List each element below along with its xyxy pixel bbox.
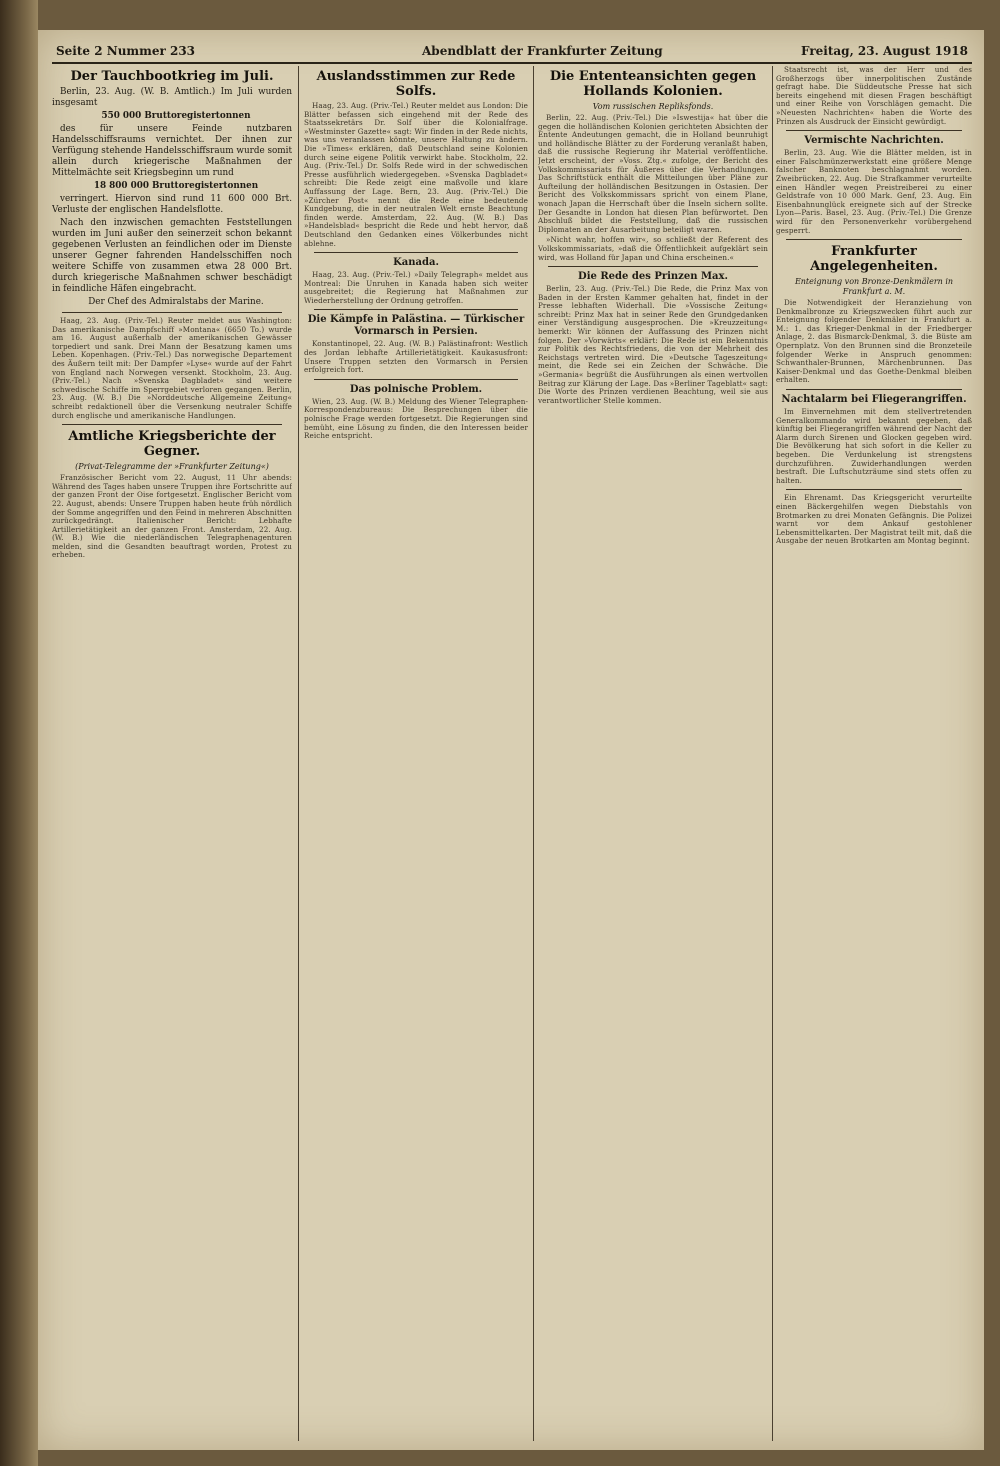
section-title: Amtliche Kriegsberichte der Gegner.: [68, 429, 276, 460]
article-body: Konstantinopel, 22. Aug. (W. B.) Palästinafront: Westlich des Jordan lebhafte Artillerietätigkeit. Kaukasusfront: Unsere Truppen setzten den Vormarsch in Persien erfolgreich fort.: [304, 339, 528, 375]
section-title: Die Rede des Prinzen Max.: [578, 271, 728, 283]
section-title: Nachtalarm bei Fliegerangriffen.: [781, 394, 967, 406]
masthead: [52, 40, 972, 64]
notice: Ein Ehrenamt. Das Kriegsgericht verurteilte einen Bäckergehilfen wegen Diebstahls von Brotmarken zu drei Monaten Gefängnis. Die Polizei warnt vor dem Ankauf gestohlener Lebensmittelkarten. Der Magistrat teilt mit, daß die Ausgabe der neuen Brotkarten am Montag beginnt.: [776, 493, 972, 546]
divider: [62, 424, 282, 425]
divider: [786, 389, 962, 390]
divider: [786, 489, 962, 490]
tonnage-figure: 550 000 Bruttoregistertonnen: [101, 111, 251, 121]
article-body: Haag, 23. Aug. (Priv.-Tel.) Reuter meldet aus London: Die Blätter befassen sich eingehend mit der Rede des Staatssekretärs Dr. Solf über die Kolonialfrage. »Westminster Gazette« sagt: Wir finden in der Rede nichts, was uns veranlassen könnte, unsere Haltung zu ändern. Die »Times« erklären, daß Deutschland seine Kolonien durch seine eigene Politik verwirkt habe. Stockholm, 22. Aug. (Priv.-Tel.) Dr. Solfs Rede wird in der schwedischen Presse ausführlich wiedergegeben. »Svenska Dagbladet« schreibt: Die Rede zeigt eine maßvolle und klare Auffassung der Lage. Bern, 23. Aug. (Priv.-Tel.) Die »Zürcher Post« nennt die Rede eine bedeutende Kundgebung, die in der neutralen Welt ernste Beachtung finden werde. Amsterdam, 22. Aug. (W. B.) Das »Handelsblad« bespricht die Rede und hebt hervor, daß Deutschland den Gedanken eines Völkerbundes nicht ablehne.: [304, 101, 528, 248]
article-body: Staatsrecht ist, was der Herr und des Großherzogs über innerpolitischen Zustände gefragt habe. Die Süddeutsche Presse hat sich bereits eingehend mit diesen Fragen beschäftigt und einer Reihe von Vorschlägen gemacht. Die »Neuesten Nachrichten« haben die Worte des Prinzen als Ausdruck der Einsicht gewürdigt.: [776, 66, 972, 126]
newspaper-title: Abendblatt der Frankfurter Zeitung: [422, 44, 663, 58]
page-number: Seite 2 Nummer 233: [56, 44, 196, 58]
column-3: [538, 66, 768, 1441]
news-items: Haag, 23. Aug. (Priv.-Tel.) Reuter meldet aus Washington: Das amerikanische Dampfschiff »Montana« (6650 To.) wurde am 16. August außerhalb der amerikanischen Gewässer torpediert und sank. Drei Mann der Besatzung kamen ums Leben. Kopenhagen. (Priv.-Tel.) Das norwegische Departement des Äußern teilt mit: Der Dampfer »Lyse« wurde auf der Fahrt von England nach Norwegen versenkt. Stockholm, 23. Aug. (Priv.-Tel.) Nach »Svenska Dagbladet« sind weitere schwedische Schiffe im Sperrgebiet verloren gegangen. Berlin, 23. Aug. (W. B.) Die »Norddeutsche Allgemeine Zeitung« schreibt redaktionell über die Versenkung neutraler Schiffe durch englische und amerikanische Handlungen.: [52, 316, 292, 420]
signature: Der Chef des Admiralstabs der Marine.: [88, 297, 264, 307]
article-body: Haag, 23. Aug. (Priv.-Tel.) »Daily Telegraph« meldet aus Montreal: Die Unruhen in Kanada haben sich weiter ausgebreitet; die Regierung hat Maßnahmen zur Wiederherstellung der Ordnung getroffen.: [304, 270, 528, 305]
article-subtitle: Vom russischen Repliksfonds.: [592, 102, 714, 111]
column-2: [304, 66, 528, 1441]
divider: [786, 239, 962, 240]
section-subtitle: (Privat-Telegramme der »Frankfurter Zeitung«): [75, 462, 269, 472]
article-title: Auslandsstimmen zur Rede Solfs.: [316, 69, 516, 99]
book-binding: [0, 0, 38, 1466]
section-title: Frankfurter Angelegenheiten.: [810, 244, 938, 275]
article-paragraph: Nach den inzwischen gemachten Feststellungen wurden im Juni außer den seinerzeit schon bekannt gegebenen Verlusten an feindlichen oder im Dienste unserer Gegner fahrenden Handelsschiffen noch weitere Schiffe von zusammen etwa 28 000 Brt. durch kriegerische Maßnahmen schwer beschädigt in feindliche Häfen eingebracht.: [52, 218, 292, 294]
war-reports: Französischer Bericht vom 22. August, 11 Uhr abends: Während des Tages haben unsere Truppen ihre Fortschritte auf der ganzen Front der Oise fortgesetzt. Englischer Bericht vom 22. August, abends: Unsere Truppen haben heute früh nördlich der Somme angegriffen und den Feind in mehreren Abschnitten zurückgedrängt. Italienischer Bericht: Lebhafte Artillerietätigkeit an der ganzen Front. Amsterdam, 22. Aug. (W. B.) Wie die niederländischen Telegraphenagenturen melden, sind die Gesandten beauftragt worden, Protest zu erheben.: [52, 473, 292, 560]
article-body: Die Notwendigkeit der Heranziehung von Denkmalbronze zu Kriegszwecken führt auch zur Enteignung folgender Denkmäler in Frankfurt a. M.: 1. das Krieger-Denkmal in der Friedberger Anlage, 2. das Bismarck-Denkmal, 3. die Büste am Opernplatz. Von den Brunnen sind die Bronzeteile folgender Werke in Anspruch genommen: Schwanthaler-Brunnen, Märchenbrunnen. Das Kaiser-Denkmal und das Goethe-Denkmal bleiben erhalten.: [776, 298, 972, 385]
divider: [314, 252, 518, 253]
tonnage-figure: 18 800 000 Bruttoregistertonnen: [93, 181, 259, 191]
article-title: Die Ententeansichten gegen Hollands Kolonien.: [549, 69, 757, 99]
article-lead: Berlin, 23. Aug. (W. B. Amtlich.) Im Juli wurden insgesamt: [52, 87, 292, 108]
article-paragraph: verringert. Hiervon sind rund 11 600 000 Brt. Verluste der englischen Handelsflotte.: [52, 194, 292, 215]
divider: [786, 130, 962, 131]
article-body: Berlin, 22. Aug. (Priv.-Tel.) Die »Iswestija« hat über die gegen die holländischen Kolonien gerichteten Absichten der Entente Andeutungen gemacht, die in Holland beunruhigt und holländische Blätter zu der Forderung veranlaßt haben, daß die russische Regierung ihr Material veröffentliche. Jetzt erscheint, der »Voss. Ztg.« zufolge, der Bericht des Volkskommissariats für Äußeres über die Verhandlungen. Das Schriftstück enthält die Mitteilungen über Pläne zur Aufteilung der holländischen Besitzungen in Ostasien. Der Bericht des Volkskommissars spricht von einem Plane, wonach Japan die Herrschaft über die Inseln sichern sollte. Der Gesandte in London hat diesen Plan befürwortet. Den Abschluß bildet die Feststellung, daß die russischen Diplomaten an der Ausarbeitung beteiligt waren.: [538, 113, 768, 234]
divider: [314, 309, 518, 310]
column-1: [52, 66, 292, 1441]
column-divider: [533, 66, 534, 1441]
column-divider: [772, 66, 773, 1441]
divider: [62, 312, 282, 313]
issue-date: Freitag, 23. August 1918: [801, 44, 968, 58]
divider: [548, 266, 758, 267]
section-title: Vermischte Nachrichten.: [804, 135, 944, 147]
section-subtitle: Enteignung von Bronze-Denkmälern in Frankfurt a. M.: [794, 277, 954, 297]
column-divider: [298, 66, 299, 1441]
article-body: Im Einvernehmen mit dem stellvertretenden Generalkommando wird bekannt gegeben, daß künftig bei Fliegerangriffen während der Nacht der Alarm durch Sirenen und Glocken gegeben wird. Die Bevölkerung hat sich sofort in die Keller zu begeben. Die Verdunkelung ist strengstens durchzuführen. Zuwiderhandlungen werden bestraft. Die Luftschutzräume sind stets offen zu halten.: [776, 407, 972, 485]
article-paragraph: des für unsere Feinde nutzbaren Handelsschiffsraums vernichtet. Der ihnen zur Verfügung stehende Handelsschiffsraum wurde somit allein durch kriegerische Maßnahmen der Mittelmächte seit Kriegsbeginn um rund: [52, 124, 292, 178]
article-body: Berlin, 23. Aug. (Priv.-Tel.) Die Rede, die Prinz Max von Baden in der Ersten Kammer gehalten hat, findet in der Presse lebhaften Widerhall. Die »Vossische Zeitung« schreibt: Prinz Max hat in seiner Rede den Grundgedanken einer Verständigung ausgesprochen. Die »Kreuzzeitung« bemerkt: Wir können der Auffassung des Prinzen nicht folgen. Der »Vorwärts« erklärt: Die Rede ist ein Bekenntnis zur Politik des Rechtsfriedens, die von der Mehrheit des Reichstags vertreten wird. Die »Deutsche Tageszeitung« meint, die Rede sei ein Zeichen der Schwäche. Die »Germania« begrüßt die Ausführungen als einen wertvollen Beitrag zur Klärung der Lage. Das »Berliner Tageblatt« sagt: Die Worte des Prinzen verdienen Beachtung, weil sie aus verantwortlicher Stelle kommen.: [538, 284, 768, 405]
section-title: Das polnische Problem.: [349, 383, 483, 395]
article-body: Wien, 23. Aug. (W. B.) Meldung des Wiener Telegraphen-Korrespondenzbureaus: Die Besprechungen über die polnische Frage werden fortgesetzt. Die Regierungen sind bemüht, eine Lösung zu finden, die den Interessen beider Reiche entspricht.: [304, 396, 528, 441]
divider: [314, 379, 518, 380]
news-items: Berlin, 23. Aug. Wie die Blätter melden, ist in einer Falschmünzerwerkstatt eine größere Menge falscher Banknoten beschlagnahmt worden. Zweibrücken, 22. Aug. Die Strafkammer verurteilte einen Händler wegen Preistreiberei zu einer Geldstrafe von 10 000 Mark. Genf, 23. Aug. Ein Eisenbahnunglück ereignete sich auf der Strecke Lyon—Paris. Basel, 23. Aug. (Priv.-Tel.) Die Grenze wird für den Personenverkehr vorübergehend gesperrt.: [776, 148, 972, 235]
article-title: Der Tauchbootkrieg im Juli.: [70, 69, 274, 84]
section-title: Die Kämpfe in Palästina. — Türkischer Vormarsch in Persien.: [307, 314, 525, 338]
column-4: [776, 66, 972, 1441]
section-title: Kanada.: [393, 257, 439, 269]
article-quote: »Nicht wahr, hoffen wir«, so schließt der Referent des Volkskommissariats, »daß die Öffentlichkeit aufgeklärt sein wird, was Holland für Japan und China erscheinen.«: [538, 235, 768, 262]
